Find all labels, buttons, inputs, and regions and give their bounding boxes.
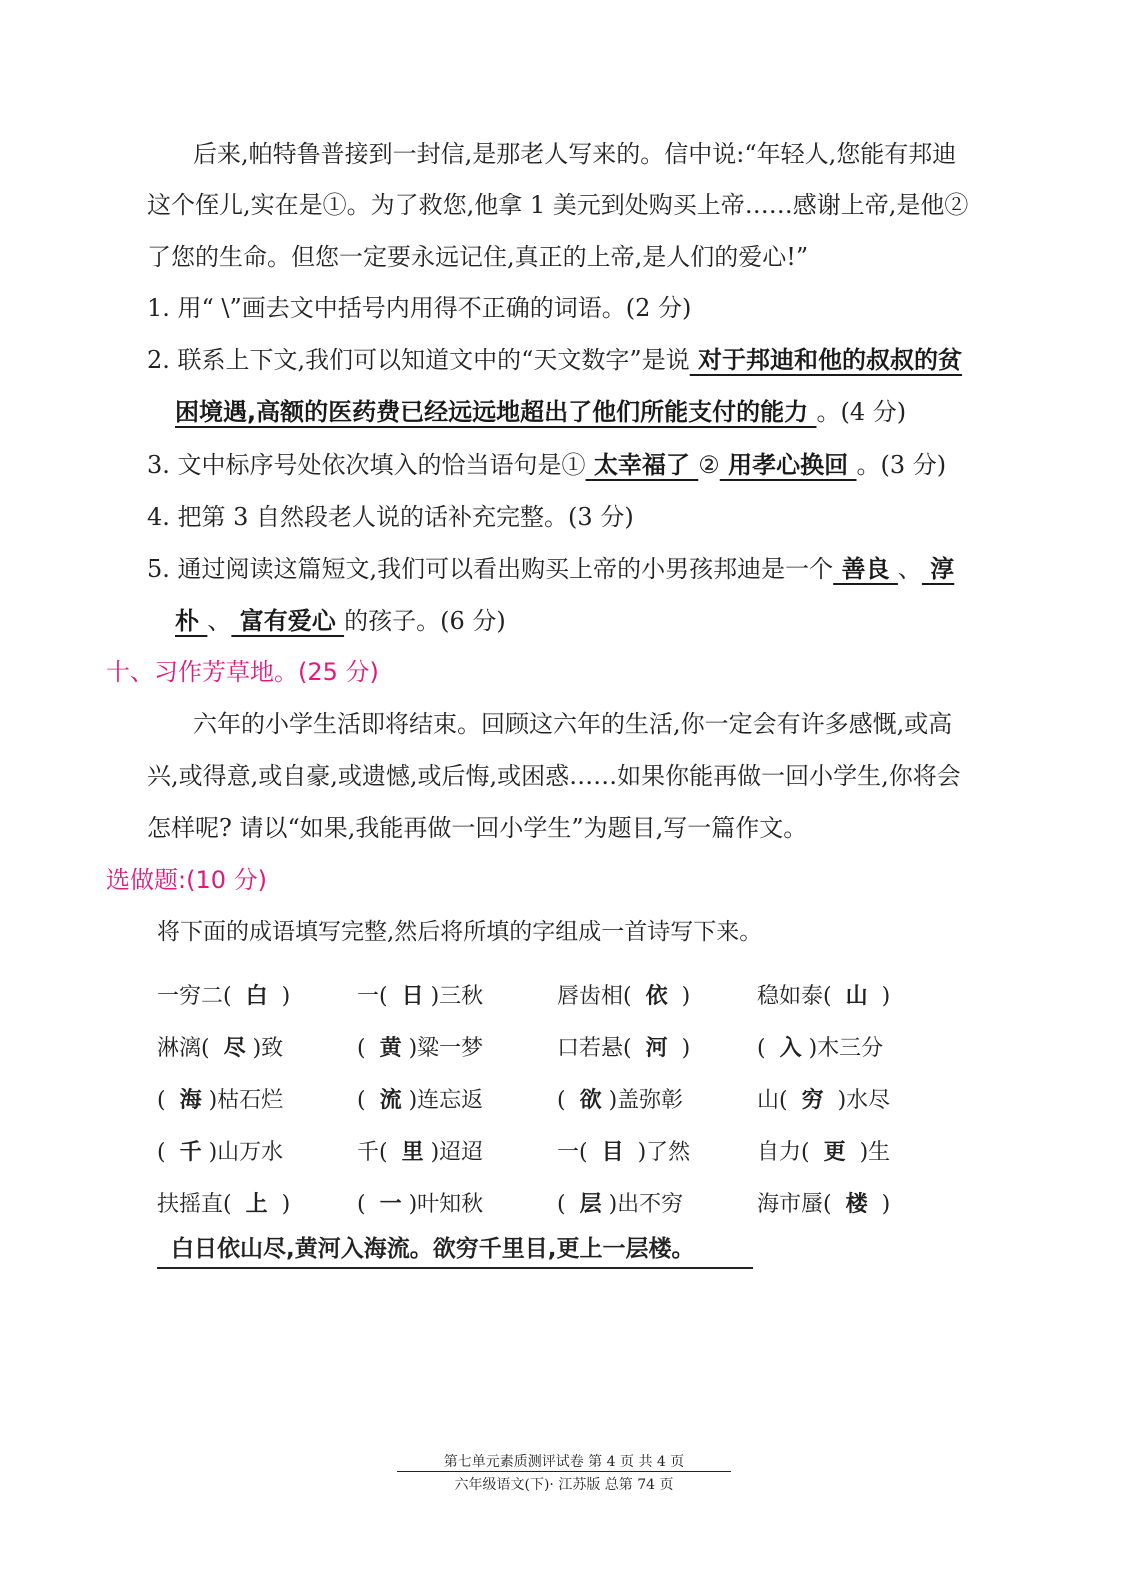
idiom-filled-character: 海 xyxy=(179,1087,202,1113)
idiom-text-after: )连忘返 xyxy=(401,1087,484,1113)
idiom-text-before: 唇齿相( xyxy=(557,983,646,1009)
idiom-item xyxy=(757,1187,957,1218)
idiom-text-after: )三秋 xyxy=(423,983,484,1009)
idiom-item xyxy=(757,1083,957,1114)
idiom-filled-character: 河 xyxy=(645,1035,668,1061)
idiom-item xyxy=(557,979,757,1010)
question-2 xyxy=(147,345,962,375)
idiom-text-before: 淋漓( xyxy=(157,1035,224,1061)
idiom-text-after: )枯石烂 xyxy=(201,1087,284,1113)
question-5-text: 5. 通过阅读这篇短文,我们可以看出购买上帝的小男孩邦迪是一个 xyxy=(147,555,834,583)
idiom-text-after: ) xyxy=(267,1191,291,1217)
question-2-text: 2. 联系上下文,我们可以知道文中的“天文数字”是说 xyxy=(147,346,690,374)
idiom-text-before: 稳如泰( xyxy=(757,983,846,1009)
idiom-text-after: )迢迢 xyxy=(423,1139,484,1165)
idiom-text-before: ( xyxy=(757,1035,780,1061)
idiom-item xyxy=(757,979,957,1010)
question-4: 4. 把第 3 自然段老人说的话补充完整。(3 分) xyxy=(147,503,634,531)
optional-question-heading: 选做题:(10 分) xyxy=(106,866,267,894)
idiom-item xyxy=(157,1083,357,1114)
idiom-text-before: 一( xyxy=(357,983,402,1009)
idiom-item xyxy=(557,1083,757,1114)
idiom-text-before: ( xyxy=(557,1191,580,1217)
idiom-item xyxy=(557,1135,757,1166)
idiom-filled-character: 依 xyxy=(645,983,668,1009)
idiom-item xyxy=(357,979,557,1010)
idiom-item xyxy=(157,1135,357,1166)
idiom-text-before: 一( xyxy=(557,1139,602,1165)
poem-answer: 白日依山尽,黄河入海流。欲穷千里目,更上一层楼。 xyxy=(157,1230,753,1269)
idiom-item xyxy=(357,1187,557,1218)
idiom-text-before: ( xyxy=(157,1087,180,1113)
composition-prompt-line-2: 兴,或得意,或自豪,或遗憾,或后悔,或困惑……如果你能再做一回小学生,你将会 xyxy=(147,762,961,790)
idiom-filled-character: 白 xyxy=(245,983,268,1009)
passage-line-2: 这个侄儿,实在是①。为了救您,他拿 1 美元到处购买上帝……感谢上帝,是他② xyxy=(147,191,969,219)
question-2-answer-part1: 对于邦迪和他的叔叔的贫 xyxy=(689,346,963,374)
idiom-item xyxy=(357,1135,557,1166)
idiom-row xyxy=(157,1176,957,1228)
idiom-filled-character: 流 xyxy=(379,1087,402,1113)
idiom-text-before: 千( xyxy=(357,1139,402,1165)
idiom-item xyxy=(757,1031,957,1062)
idiom-item xyxy=(357,1083,557,1114)
idiom-row xyxy=(157,1072,957,1124)
idiom-filled-character: 日 xyxy=(401,983,424,1009)
idiom-item xyxy=(757,1135,957,1166)
idiom-text-after: ) xyxy=(667,983,691,1009)
idiom-item xyxy=(157,1031,357,1062)
question-3 xyxy=(147,450,946,480)
idiom-filled-character: 上 xyxy=(245,1191,268,1217)
idiom-text-before: 口若悬( xyxy=(557,1035,646,1061)
question-3-score: 。(3 分) xyxy=(856,451,947,479)
composition-prompt-line-3: 怎样呢? 请以“如果,我能再做一回小学生”为题目,写一篇作文。 xyxy=(147,814,808,842)
idiom-filled-character: 尽 xyxy=(223,1035,246,1061)
idiom-item xyxy=(557,1031,757,1062)
idiom-filled-character: 穷 xyxy=(801,1087,824,1113)
idiom-item xyxy=(557,1187,757,1218)
question-5-answer-2-part1: 淳 xyxy=(921,555,955,583)
question-5-separator-1: 、 xyxy=(897,555,922,583)
idiom-filled-character: 楼 xyxy=(845,1191,868,1217)
idiom-text-before: ( xyxy=(357,1035,380,1061)
idiom-item xyxy=(357,1031,557,1062)
idiom-text-before: ( xyxy=(157,1139,180,1165)
question-2-answer-part2: 困境遇,高额的医药费已经远远地超出了他们所能支付的能力 xyxy=(175,398,817,426)
footer-page-info: 第七单元素质测评试卷 第 4 页 共 4 页 xyxy=(443,1454,685,1470)
idiom-filled-character: 黄 xyxy=(379,1035,402,1061)
idiom-text-before: 一穷二( xyxy=(157,983,246,1009)
idiom-row xyxy=(157,968,957,1020)
idiom-filled-character: 更 xyxy=(823,1139,846,1165)
idiom-text-after: )木三分 xyxy=(801,1035,884,1061)
idiom-text-after: ) xyxy=(667,1035,691,1061)
question-2-score: 。(4 分) xyxy=(816,398,907,426)
passage-line-3: 了您的生命。但您一定要永远记住,真正的上帝,是人们的爱心!” xyxy=(147,243,809,271)
idiom-filled-character: 入 xyxy=(779,1035,802,1061)
idiom-text-before: 海市蜃( xyxy=(757,1191,846,1217)
question-3-marker-2: ② xyxy=(698,451,720,479)
idiom-text-after: )致 xyxy=(245,1035,284,1061)
idiom-text-after: )山万水 xyxy=(201,1139,284,1165)
idiom-text-after: )粱一梦 xyxy=(401,1035,484,1061)
idiom-item xyxy=(157,1187,357,1218)
section-10-heading: 十、习作芳草地。(25 分) xyxy=(106,658,379,686)
idiom-text-after: )了然 xyxy=(623,1139,691,1165)
footer-book-info: 六年级语文(下)· 江苏版 总第 74 页 xyxy=(454,1477,674,1493)
question-5-answer-3: 富有爱心 xyxy=(231,607,345,635)
idiom-text-after: )生 xyxy=(845,1139,891,1165)
idiom-text-after: ) xyxy=(267,983,291,1009)
idiom-filled-character: 欲 xyxy=(579,1087,602,1113)
question-5 xyxy=(147,554,954,584)
question-3-answer-1: 太幸福了 xyxy=(585,451,699,479)
idiom-item xyxy=(157,979,357,1010)
question-3-answer-2: 用孝心换回 xyxy=(719,451,857,479)
idiom-filled-character: 山 xyxy=(845,983,868,1009)
question-3-text: 3. 文中标序号处依次填入的恰当语句是① xyxy=(147,451,586,479)
idiom-text-after: )叶知秋 xyxy=(401,1191,484,1217)
idiom-text-after: ) xyxy=(867,983,891,1009)
idiom-text-before: ( xyxy=(557,1087,580,1113)
idiom-text-before: 自力( xyxy=(757,1139,824,1165)
idiom-row xyxy=(157,1124,957,1176)
idiom-filled-character: 目 xyxy=(601,1139,624,1165)
idiom-text-after: )盖弥彰 xyxy=(601,1087,684,1113)
idiom-grid xyxy=(157,968,957,1228)
composition-prompt-line-1: 六年的小学生活即将结束。回顾这六年的生活,你一定会有许多感慨,或高 xyxy=(193,710,953,738)
idiom-text-after: )水尽 xyxy=(823,1087,891,1113)
idiom-filled-character: 层 xyxy=(579,1191,602,1217)
question-5-answer-1: 善良 xyxy=(833,555,898,583)
idiom-text-before: ( xyxy=(357,1087,380,1113)
idiom-text-after: )出不穷 xyxy=(601,1191,684,1217)
idiom-text-before: 扶摇直( xyxy=(157,1191,246,1217)
idiom-text-before: ( xyxy=(357,1191,380,1217)
passage-line-1: 后来,帕特鲁普接到一封信,是那老人写来的。信中说:“年轻人,您能有邦迪 xyxy=(193,140,957,168)
idiom-row xyxy=(157,1020,957,1072)
idiom-filled-character: 里 xyxy=(401,1139,424,1165)
footer-divider xyxy=(397,1471,731,1472)
optional-question-instruction: 将下面的成语填写完整,然后将所填的字组成一首诗写下来。 xyxy=(157,919,763,945)
question-1: 1. 用“ \”画去文中括号内用得不正确的词语。(2 分) xyxy=(147,294,692,322)
question-5-continued xyxy=(175,606,506,636)
idiom-text-before: 山( xyxy=(757,1087,802,1113)
question-5-answer-2-part2: 朴 xyxy=(175,607,208,635)
question-2-continued xyxy=(175,397,906,427)
idiom-filled-character: 一 xyxy=(379,1191,402,1217)
question-5-score: 的孩子。(6 分) xyxy=(344,607,506,635)
idiom-filled-character: 千 xyxy=(179,1139,202,1165)
idiom-text-after: ) xyxy=(867,1191,891,1217)
question-5-separator-2: 、 xyxy=(207,607,232,635)
